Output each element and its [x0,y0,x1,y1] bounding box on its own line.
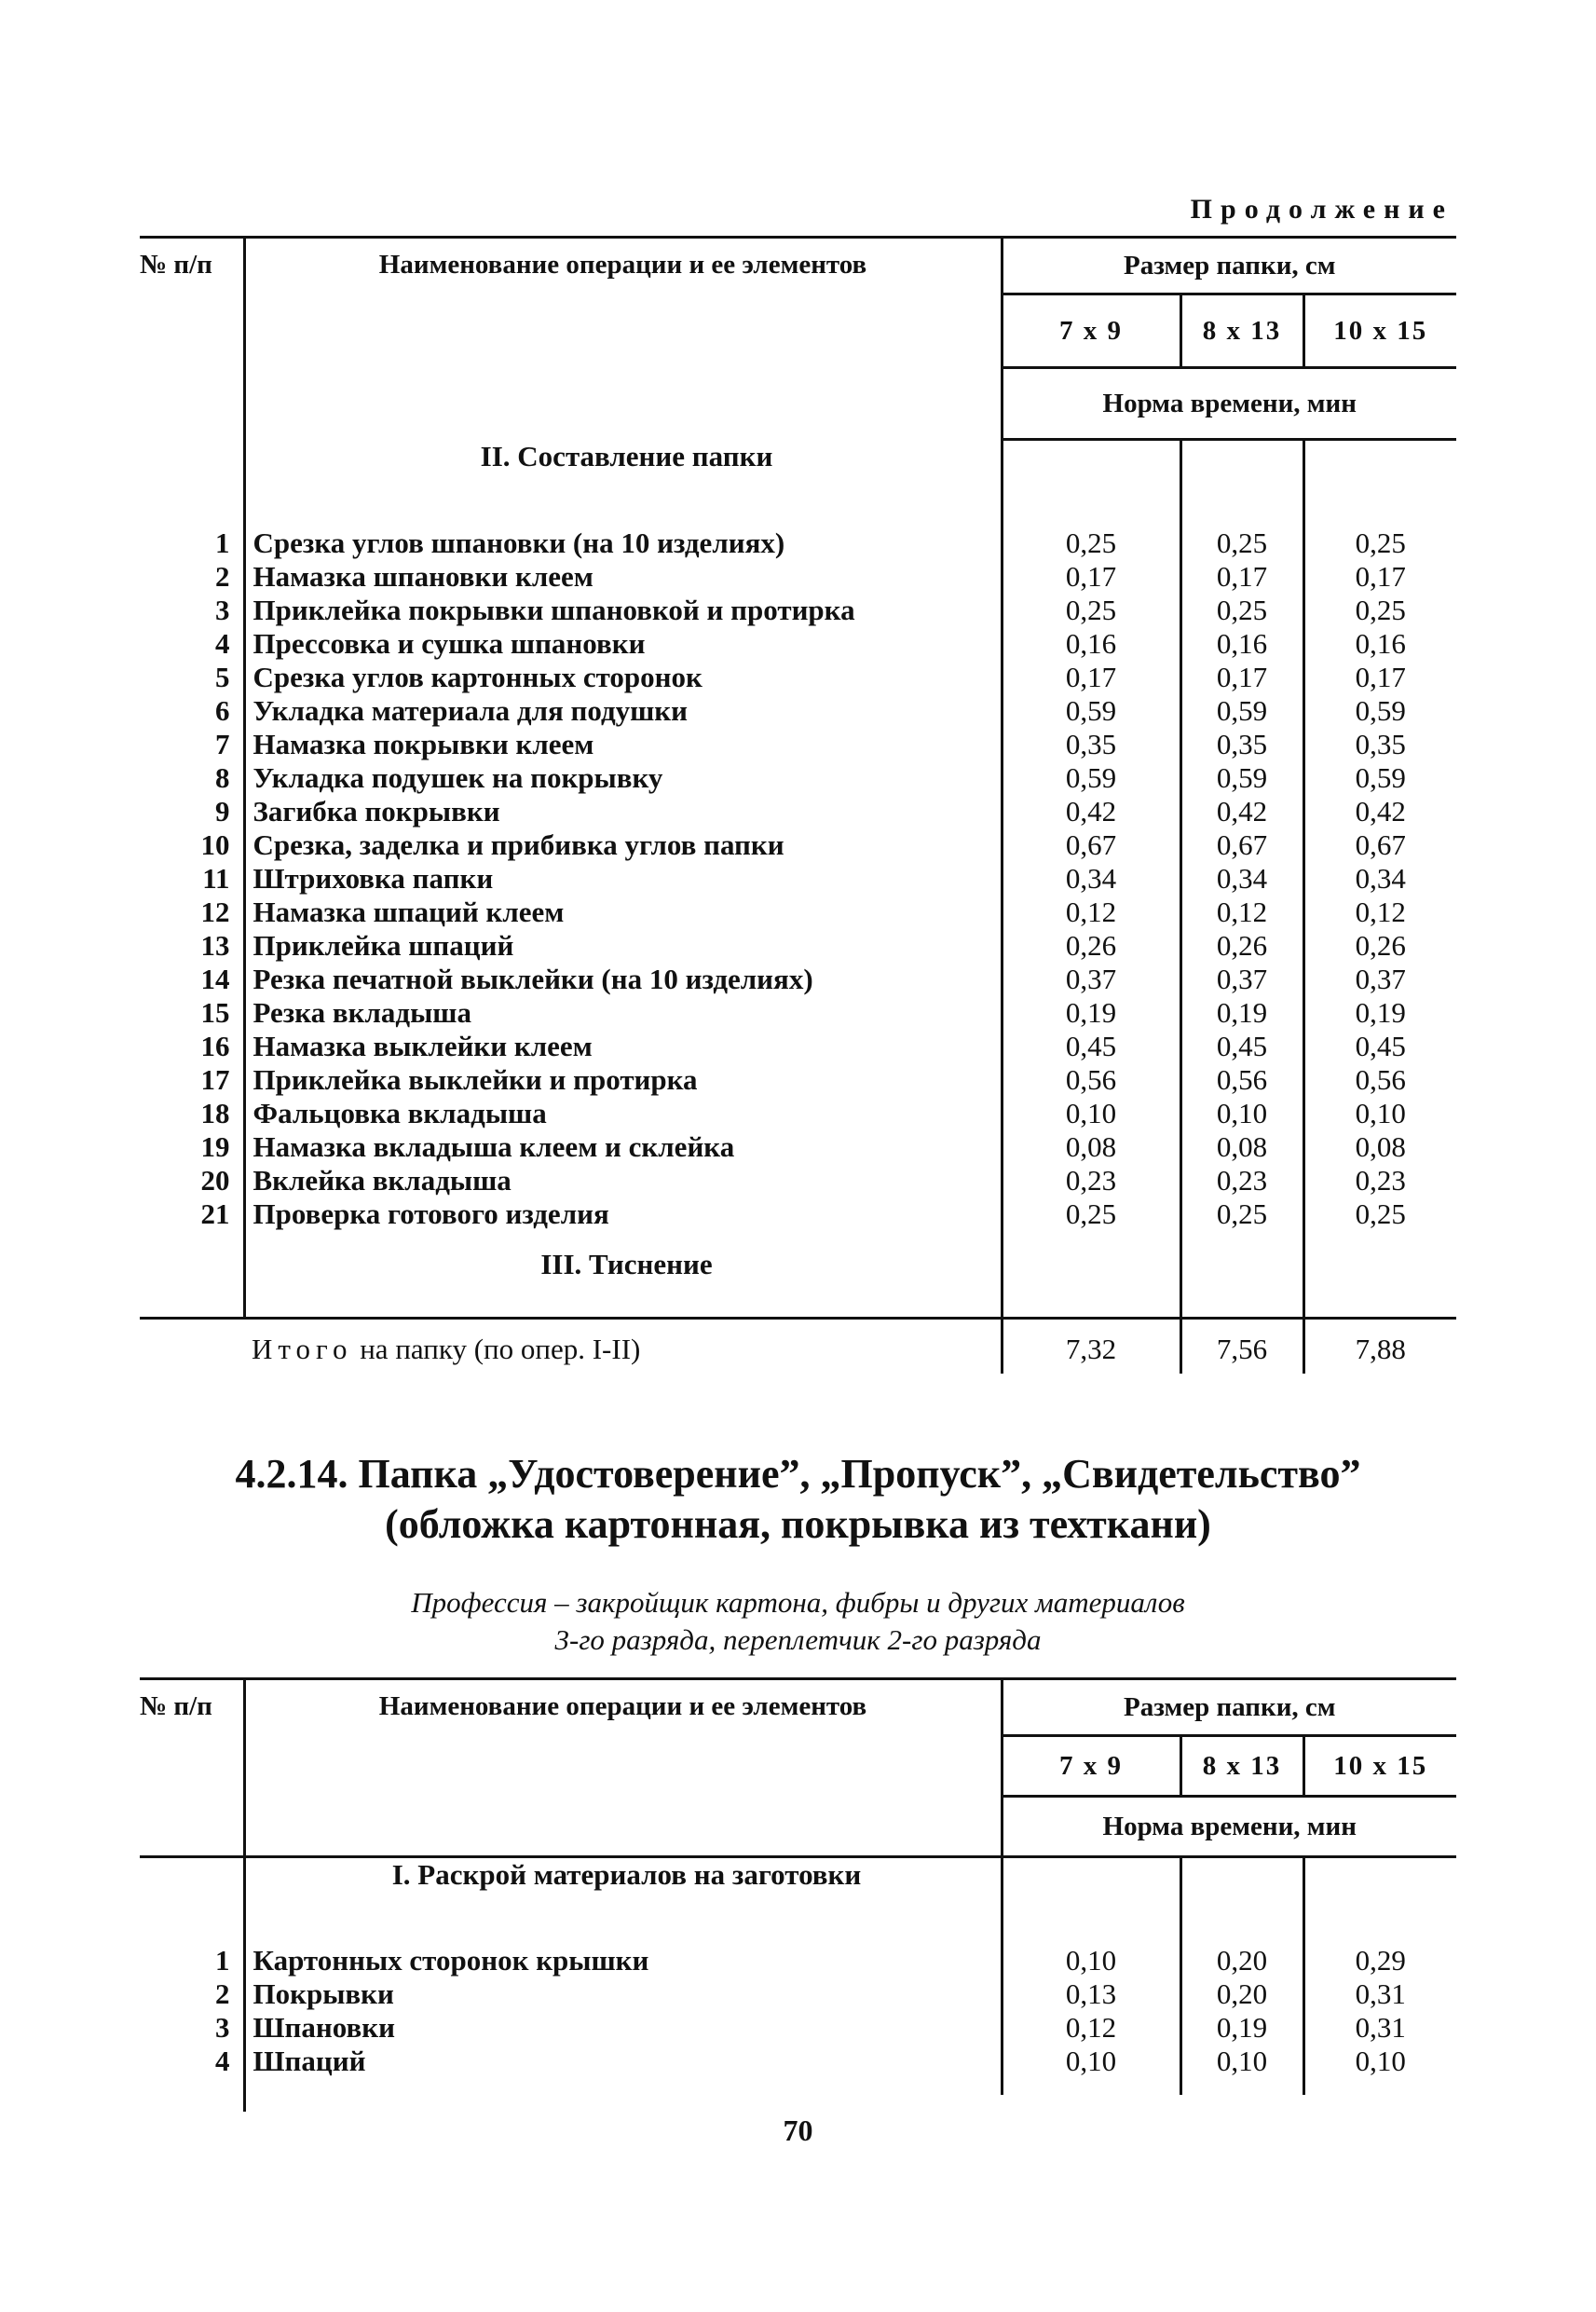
time-value: 0,26 [1002,929,1180,963]
time-value: 0,37 [1002,963,1180,996]
time-value: 0,10 [1002,1097,1180,1130]
time-value: 0,37 [1303,963,1456,996]
total-label: Итого [252,1333,353,1365]
column-header-number: № п/п [140,1691,212,1721]
table-row [140,1197,1456,1231]
time-value: 0,19 [1180,996,1303,1030]
operation-name: Резка вкладыша [244,996,1002,1030]
time-value: 0,42 [1303,795,1456,828]
operation-name: Намазка выклейки клеем [244,1030,1002,1063]
row-number: 14 [200,963,230,995]
column-header-operation: Наименование операции и ее элементов [244,1679,1002,1857]
time-value: 0,25 [1303,594,1456,627]
operation-name: Срезка углов шпановки (на 10 изделиях) [244,527,1002,560]
time-value: 0,25 [1180,1197,1303,1231]
operation-name: Приклейка покрывки шпановкой и протирка [244,594,1002,627]
operation-name: Срезка, заделка и прибивка углов папки [244,828,1002,862]
time-value: 0,20 [1180,1944,1303,1977]
table-row [140,1063,1456,1097]
time-value: 0,25 [1002,527,1180,560]
row-number: 7 [215,728,230,760]
row-number: 10 [200,828,230,861]
table-row [140,1944,1456,1977]
operations-table-continued [140,236,1456,1374]
time-value: 0,12 [1180,896,1303,929]
time-value: 0,23 [1002,1164,1180,1197]
total-value: 7,56 [1180,1319,1303,1375]
time-value: 0,25 [1180,594,1303,627]
time-value: 0,59 [1180,761,1303,795]
row-number: 6 [215,694,230,727]
time-value: 0,59 [1180,694,1303,728]
table-row [140,1097,1456,1130]
operation-name: Резка печатной выклейки (на 10 изделиях) [244,963,1002,996]
time-value: 0,31 [1303,2011,1456,2045]
time-value: 0,19 [1303,996,1456,1030]
time-value: 0,59 [1303,694,1456,728]
time-value: 0,59 [1002,694,1180,728]
time-value: 0,25 [1002,1197,1180,1231]
operations-table [140,1677,1456,2112]
operation-name: Намазка покрывки клеем [244,728,1002,761]
operation-name: Срезка углов картонных сторонок [244,661,1002,694]
operation-name: Укладка материала для подушки [244,694,1002,728]
time-value: 0,56 [1180,1063,1303,1097]
row-number: 2 [215,560,230,593]
table-row [140,560,1456,594]
row-number: 12 [200,896,230,928]
column-header-size-2: 8 x 13 [1180,1736,1303,1797]
time-value: 0,45 [1180,1030,1303,1063]
time-value: 0,10 [1303,2045,1456,2078]
section-title: II. Составление папки [244,440,1002,511]
time-value: 0,12 [1002,2011,1180,2045]
section-heading-sub: (обложка картонная, покрывка из техткани) [385,1501,1211,1547]
row-number: 21 [200,1197,230,1230]
time-value: 0,08 [1180,1130,1303,1164]
time-value: 0,35 [1180,728,1303,761]
table-row [140,1977,1456,2011]
column-header-operation: Наименование операции и ее элементов [244,238,1002,440]
table-row [140,594,1456,627]
column-header-size-3: 10 x 15 [1303,294,1456,368]
operation-name: Вклейка вкладыша [244,1164,1002,1197]
time-value: 0,35 [1303,728,1456,761]
section-title: I. Раскрой материалов на заготовки [244,1857,1002,1928]
operation-name: Приклейка выклейки и протирка [244,1063,1002,1097]
time-value: 0,34 [1303,862,1456,896]
column-header-size-2: 8 x 13 [1180,294,1303,368]
time-value: 0,34 [1002,862,1180,896]
row-number: 2 [215,1977,230,2010]
operation-name: Загибка покрывки [244,795,1002,828]
time-value: 0,10 [1180,2045,1303,2078]
section-heading: 4.2.14. Папка „Удостоверение”, „Пропуск”, „Свидетельство” [235,1451,1361,1497]
total-label-rest: на папку (по опер. I-II) [360,1333,641,1365]
column-header-norm: Норма времени, мин [1002,1797,1456,1857]
time-value: 0,10 [1002,1944,1180,1977]
time-value: 0,26 [1303,929,1456,963]
row-number: 13 [200,929,230,962]
time-value: 0,19 [1002,996,1180,1030]
time-value: 0,16 [1002,627,1180,661]
time-value: 0,17 [1002,661,1180,694]
row-number: 19 [200,1130,230,1163]
time-value: 0,10 [1303,1097,1456,1130]
column-header-size-1: 7 x 9 [1002,1736,1180,1797]
row-number: 16 [200,1030,230,1062]
table-row [140,627,1456,661]
time-value: 0,37 [1180,963,1303,996]
time-value: 0,67 [1303,828,1456,862]
time-value: 0,17 [1180,661,1303,694]
row-number: 8 [215,761,230,794]
row-number: 11 [202,862,230,895]
row-number: 5 [215,661,230,693]
time-value: 0,56 [1002,1063,1180,1097]
operation-name: Намазка шпановки клеем [244,560,1002,594]
time-value: 0,42 [1180,795,1303,828]
time-value: 0,34 [1180,862,1303,896]
table-row [140,1130,1456,1164]
table-row [140,896,1456,929]
column-header-size: Размер папки, см [1002,238,1456,294]
time-value: 0,56 [1303,1063,1456,1097]
row-number: 15 [200,996,230,1029]
time-value: 0,59 [1002,761,1180,795]
row-number: 1 [215,1944,230,1977]
operation-name: Проверка готового изделия [244,1197,1002,1231]
operation-name: Намазка вкладыша клеем и склейка [244,1130,1002,1164]
time-value: 0,23 [1303,1164,1456,1197]
page-number: 70 [783,2114,813,2147]
table-row [140,862,1456,896]
table-row [140,661,1456,694]
table-row [140,795,1456,828]
table-row [140,527,1456,560]
column-header-size-1: 7 x 9 [1002,294,1180,368]
operation-name: Шпановки [244,2011,1002,2045]
time-value: 0,45 [1002,1030,1180,1063]
time-value: 0,17 [1180,560,1303,594]
time-value: 0,35 [1002,728,1180,761]
total-value: 7,88 [1303,1319,1456,1375]
column-header-size: Размер папки, см [1002,1679,1456,1736]
row-number: 18 [200,1097,230,1129]
operation-name: Приклейка шпаций [244,929,1002,963]
time-value: 0,16 [1303,627,1456,661]
time-value: 0,67 [1180,828,1303,862]
table-row [140,694,1456,728]
row-number: 4 [215,627,230,660]
time-value: 0,25 [1303,527,1456,560]
table-row [140,996,1456,1030]
profession-line: 3-го разряда, переплетчик 2-го разряда [554,1623,1042,1656]
operation-name: Намазка шпаций клеем [244,896,1002,929]
table-row [140,929,1456,963]
time-value: 0,17 [1303,560,1456,594]
column-header-size-3: 10 x 15 [1303,1736,1456,1797]
table-row [140,728,1456,761]
column-header-number: № п/п [140,250,212,280]
operation-name: Фальцовка вкладыша [244,1097,1002,1130]
table-row [140,2011,1456,2045]
time-value: 0,19 [1180,2011,1303,2045]
time-value: 0,25 [1303,1197,1456,1231]
time-value: 0,59 [1303,761,1456,795]
operation-name: Покрывки [244,1977,1002,2011]
time-value: 0,10 [1002,2045,1180,2078]
row-number: 3 [215,594,230,626]
time-value: 0,67 [1002,828,1180,862]
time-value: 0,17 [1303,661,1456,694]
row-number: 17 [200,1063,230,1096]
table-row [140,828,1456,862]
time-value: 0,12 [1002,896,1180,929]
table-row [140,2045,1456,2078]
operation-name: Шпаций [244,2045,1002,2078]
time-value: 0,13 [1002,1977,1180,2011]
operation-name: Прессовка и сушка шпановки [244,627,1002,661]
operation-name: Укладка подушек на покрывку [244,761,1002,795]
time-value: 0,45 [1303,1030,1456,1063]
table-row [140,1164,1456,1197]
time-value: 0,23 [1180,1164,1303,1197]
time-value: 0,42 [1002,795,1180,828]
row-number: 20 [200,1164,230,1197]
operation-name: Штриховка папки [244,862,1002,896]
row-number: 1 [215,527,230,559]
time-value: 0,25 [1180,527,1303,560]
time-value: 0,29 [1303,1944,1456,1977]
time-value: 0,26 [1180,929,1303,963]
table-row [140,1030,1456,1063]
time-value: 0,08 [1002,1130,1180,1164]
time-value: 0,17 [1002,560,1180,594]
column-header-norm: Норма времени, мин [1002,368,1456,440]
section-title: III. Тиснение [244,1248,1002,1319]
time-value: 0,20 [1180,1977,1303,2011]
profession-line: Профессия – закройщик картона, фибры и других материалов [411,1586,1185,1619]
table-row [140,761,1456,795]
time-value: 0,31 [1303,1977,1456,2011]
time-value: 0,25 [1002,594,1180,627]
time-value: 0,10 [1180,1097,1303,1130]
time-value: 0,08 [1303,1130,1456,1164]
time-value: 0,12 [1303,896,1456,929]
row-number: 9 [215,795,230,828]
row-number: 4 [215,2045,230,2077]
continued-label: Продолжение [1190,194,1453,225]
table-row [140,963,1456,996]
total-value: 7,32 [1002,1319,1180,1375]
row-number: 3 [215,2011,230,2044]
time-value: 0,16 [1180,627,1303,661]
operation-name: Картонных сторонок крышки [244,1944,1002,1977]
